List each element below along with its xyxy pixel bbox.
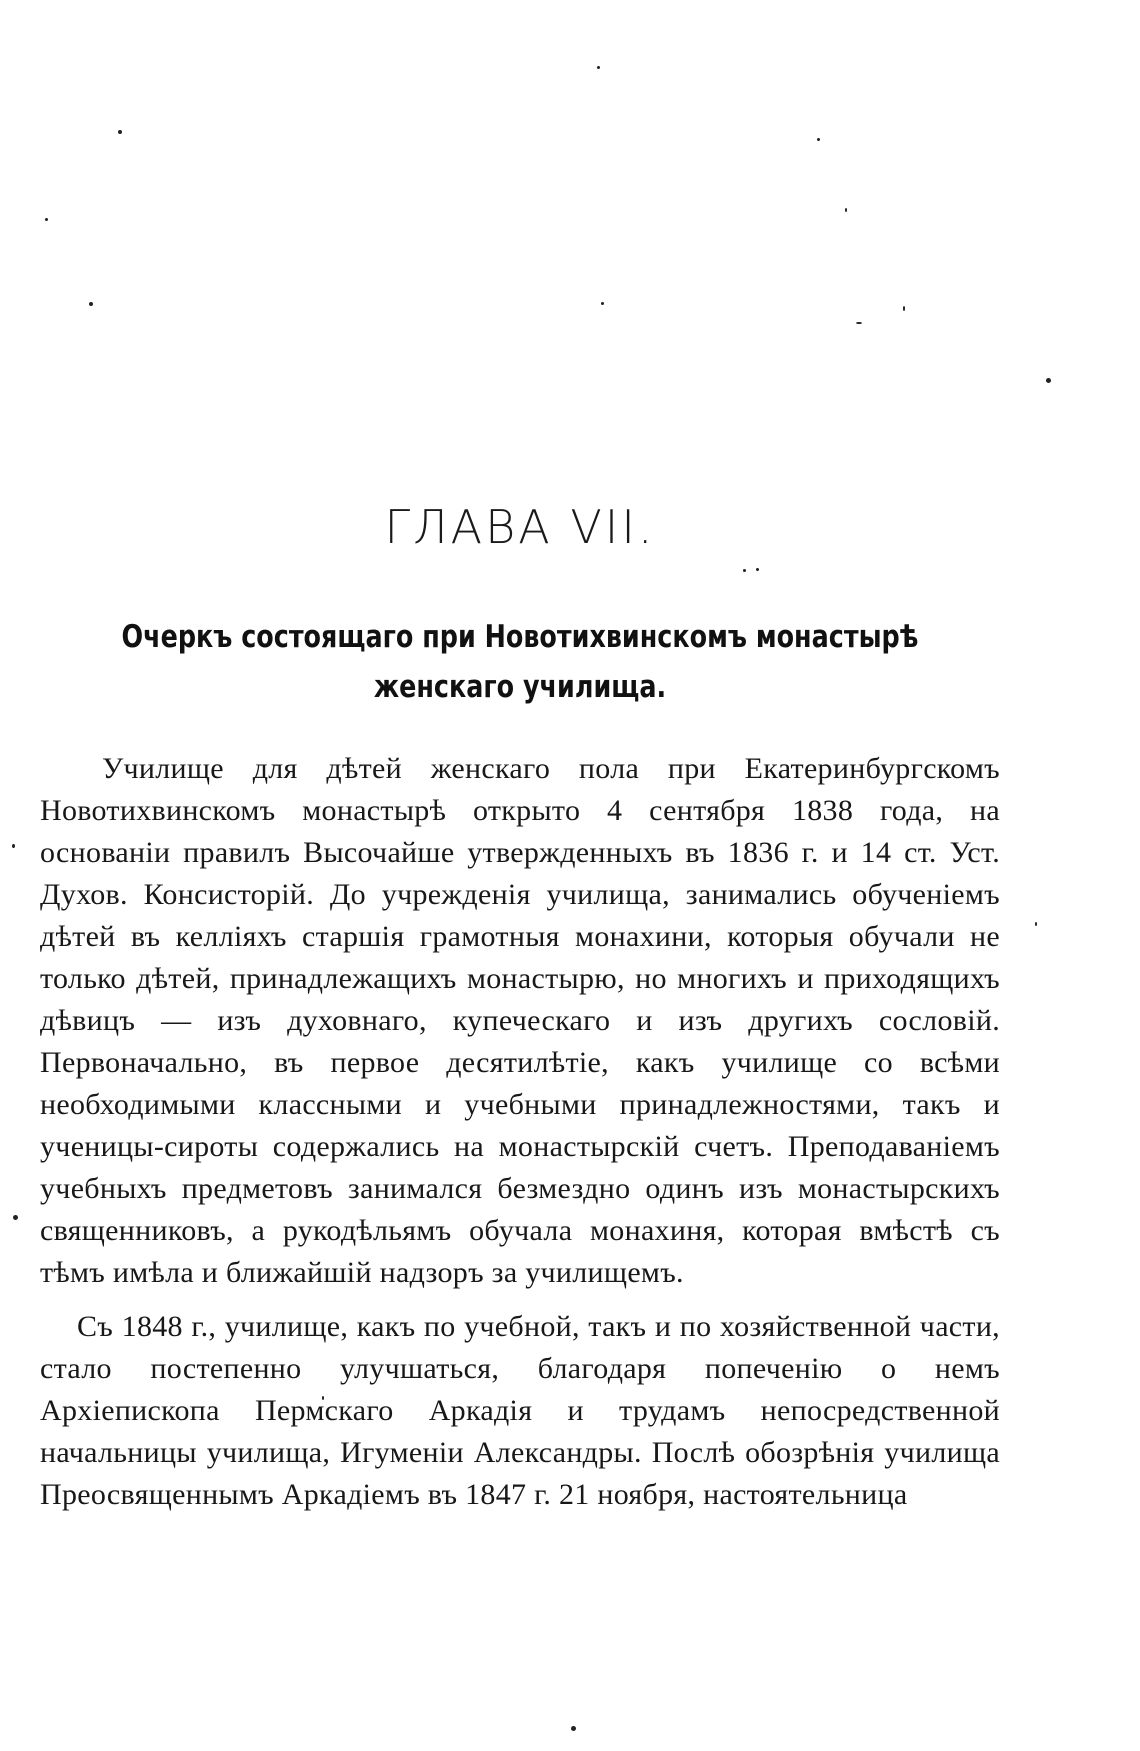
scan-speck (756, 568, 759, 571)
scan-speck (845, 208, 847, 212)
scan-speck (903, 306, 905, 311)
scan-speck (118, 130, 122, 134)
scan-speck (571, 1726, 576, 1731)
scan-speck (89, 302, 93, 306)
scan-speck (856, 322, 862, 324)
paragraph-2: Съ 1848 г., училище, какъ по учебной, такъ и по хозяйственной части, стало постепенно улучшаться, благодаря попеченію о немъ Архіепископа Пермскаго Аркадія и трудамъ непосредственной начальницы училища, Игуменіи Александры. Послѣ обозрѣнія училища Преосвященнымъ Аркадіемъ въ 1847 г. 21 ноября, настоятельница (40, 1310, 1000, 1511)
subtitle-line-1: Очеркъ состоящаго при Новотихвинскомъ монастырѣ (121, 619, 919, 655)
body-text (40, 748, 1000, 1516)
scan-speck (601, 302, 604, 305)
scan-speck (1046, 378, 1051, 383)
paragraph-1: Училище для дѣтей женскаго пола при Екатеринбургскомъ Новотихвинскомъ монастырѣ открыто 4 сентября 1838 года, на основаніи правилъ Высочайше утвержденныхъ въ 1836 г. и 14 ст. Уст. Духов. Консисторій. До учрежденія училища, занимались обученіемъ дѣтей въ келліяхъ старшія грамотныя монахини, которыя обучали не только дѣтей, принадлежащихъ монастырю, но многихъ и приходящихъ дѣвицъ — изъ духовнаго, купеческаго и изъ другихъ сословій. Первоначально, въ первое десятилѣтіе, какъ училище со всѣми необходимыми классными и учебными принадлежностями, такъ и ученицы-сироты содержались на монастырскій счетъ. Преподаваніемъ учебныхъ предметовъ занимался безмездно одинъ изъ монастырскихъ священниковъ, а рукодѣльямъ обучала монахиня, которая вмѣстѣ съ тѣмъ имѣла и ближайшій надзоръ за училищемъ. (40, 752, 1000, 1289)
subtitle-line-2: женскаго училища. (373, 669, 667, 705)
scan-speck (597, 66, 600, 69)
scan-speck (817, 138, 820, 141)
scan-speck (1035, 922, 1037, 926)
scan-speck (13, 1215, 18, 1220)
chapter-heading: ГЛАВА VII. (384, 500, 656, 554)
scan-speck (743, 569, 746, 572)
scan-speck (45, 218, 48, 221)
chapter-subtitle (94, 612, 947, 712)
scan-speck (12, 844, 15, 848)
